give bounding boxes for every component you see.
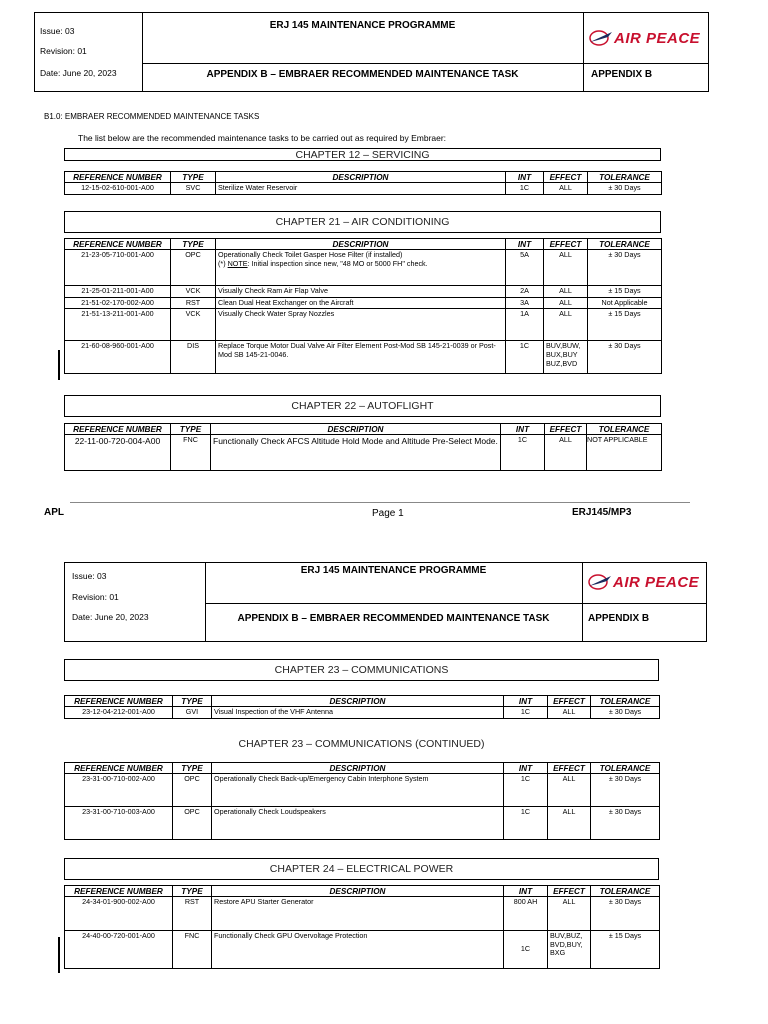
table-row — [65, 286, 662, 298]
chapter-22-table — [64, 423, 662, 471]
revision-bar — [58, 350, 60, 380]
desc-note: (*) NOTE: Initial inspection since new, "48 MO or 5000 FH" check. — [218, 258, 428, 268]
cell-type: FNC — [171, 435, 211, 471]
chapter-23-continued-title: CHAPTER 23 – COMMUNICATIONS (CONTINUED) — [238, 738, 485, 750]
cell-effect: ALL — [544, 183, 588, 195]
cell-desc: Visual Inspection of the VHF Antenna — [212, 707, 504, 719]
cell-int: 2A — [506, 286, 544, 298]
col-desc: DESCRIPTION — [212, 763, 504, 774]
cell-tol: ± 30 Days — [591, 807, 660, 840]
cell-int: 800 AH — [504, 897, 548, 931]
cell-tol: ± 30 Days — [588, 183, 662, 195]
chapter-24-title: CHAPTER 24 – ELECTRICAL POWER — [64, 858, 659, 880]
air-peace-logo — [587, 567, 707, 597]
cell-tol: ± 30 Days — [591, 897, 660, 931]
date-label: Date: June 20, 2023 — [40, 68, 117, 78]
col-ref: REFERENCE NUMBER — [65, 172, 171, 183]
cell-ref: 23-31-00-710-002-A00 — [65, 774, 173, 807]
col-effect: EFFECT — [545, 424, 587, 435]
table-row — [65, 807, 660, 840]
col-int: INT — [506, 172, 544, 183]
cell-ref: 24-40-00-720-001-A00 — [65, 931, 173, 969]
cell-effect: ALL — [545, 435, 587, 471]
program-title: ERJ 145 MAINTENANCE PROGRAMME — [269, 20, 456, 31]
air-peace-logo — [588, 23, 708, 53]
page1-header — [34, 12, 709, 92]
col-type: TYPE — [173, 696, 212, 707]
cell-ref: 21-25-01-211-001-A00 — [65, 286, 171, 298]
footer-left: APL — [44, 507, 64, 518]
table-row — [65, 707, 660, 719]
cell-ref: 21-23-05-710-001-A00 — [65, 250, 171, 286]
cell-int: 5A — [506, 250, 544, 286]
logo-text: AIR PEACE — [613, 573, 700, 591]
cell-tol: ± 15 Days — [588, 309, 662, 341]
chapter-12-title: CHAPTER 12 – SERVICING — [64, 148, 661, 161]
cell-type: OPC — [171, 250, 216, 286]
table-row — [65, 250, 662, 286]
appendix-title: APPENDIX B – EMBRAER RECOMMENDED MAINTENANCE TASK — [206, 69, 519, 80]
cell-type: OPC — [173, 807, 212, 840]
col-type: TYPE — [171, 172, 216, 183]
program-title: ERJ 145 MAINTENANCE PROGRAMME — [300, 565, 487, 576]
table-header-row — [65, 424, 662, 435]
appendix-title: APPENDIX B – EMBRAER RECOMMENDED MAINTENANCE TASK — [237, 613, 550, 624]
cell-int: 1C — [504, 807, 548, 840]
col-desc: DESCRIPTION — [212, 886, 504, 897]
cell-effect: ALL — [544, 297, 588, 309]
cell-type: DIS — [171, 341, 216, 374]
cell-tol: Not Applicable — [588, 297, 662, 309]
table-header-row — [65, 696, 660, 707]
cell-ref: 12-15-02-610-001-A00 — [65, 183, 171, 195]
cell-ref: 24-34-01-900-002-A00 — [65, 897, 173, 931]
table-row — [65, 297, 662, 309]
revision-bar — [58, 937, 60, 973]
note-label: NOTE — [227, 258, 248, 268]
col-effect: EFFECT — [544, 172, 588, 183]
cell-desc: Visually Check Water Spray Nozzles — [216, 309, 506, 341]
col-ref: REFERENCE NUMBER — [65, 763, 173, 774]
cell-effect: ALL — [544, 309, 588, 341]
table-row — [65, 897, 660, 931]
col-tol: TOLERANCE — [588, 172, 662, 183]
chapter-21-table — [64, 238, 662, 374]
col-effect: EFFECT — [548, 696, 591, 707]
cell-desc: Functionally Check GPU Overvoltage Protection — [212, 931, 504, 969]
cell-desc: Replace Torque Motor Dual Valve Air Filter Element Post-Mod SB 145-21-0039 or Post-Mod SB 145-21-0046. — [216, 341, 506, 374]
cell-desc: Clean Dual Heat Exchanger on the Aircraft — [216, 297, 506, 309]
cell-tol: ± 15 Days — [588, 286, 662, 298]
cell-type: FNC — [173, 931, 212, 969]
col-desc: DESCRIPTION — [212, 696, 504, 707]
table-row — [65, 341, 662, 374]
cell-int: 1C — [501, 435, 545, 471]
date-label: Date: June 20, 2023 — [72, 612, 149, 622]
col-type: TYPE — [171, 239, 216, 250]
col-type: TYPE — [171, 424, 211, 435]
chapter-21-title: CHAPTER 21 – AIR CONDITIONING — [64, 211, 661, 233]
cell-effect: BUV,BUW, BUX,BUY BUZ,BVD — [544, 341, 588, 374]
col-tol: TOLERANCE — [591, 696, 660, 707]
cell-int: 1C — [506, 183, 544, 195]
cell-desc: Restore APU Starter Generator — [212, 897, 504, 931]
cell-ref: 21-60-08-960-001-A00 — [65, 341, 171, 374]
cell-int: 1C — [504, 931, 548, 969]
col-int: INT — [506, 239, 544, 250]
cell-effect: ALL — [544, 286, 588, 298]
table-header-row — [65, 239, 662, 250]
table-header-row — [65, 763, 660, 774]
col-int: INT — [504, 696, 548, 707]
section-heading: B1.0: EMBRAER RECOMMENDED MAINTENANCE TASKS — [44, 112, 260, 121]
cell-ref: 21-51-13-211-001-A00 — [65, 309, 171, 341]
chapter-12-table — [64, 171, 662, 195]
cell-effect: ALL — [548, 807, 591, 840]
intro-text: The list below are the recommended maintenance tasks to be carried out as required by Embraer: — [78, 133, 447, 143]
col-desc: DESCRIPTION — [216, 172, 506, 183]
cell-desc: Functionally Check AFCS Altitude Hold Mode and Altitude Pre-Select Mode. — [211, 435, 501, 471]
airplane-icon — [588, 28, 614, 48]
chapter-22-title: CHAPTER 22 – AUTOFLIGHT — [64, 395, 661, 417]
col-type: TYPE — [173, 886, 212, 897]
cell-ref: 23-31-00-710-003-A00 — [65, 807, 173, 840]
cell-tol: ± 30 Days — [591, 707, 660, 719]
col-effect: EFFECT — [544, 239, 588, 250]
cell-ref: 22-11-00-720-004-A00 — [65, 435, 171, 471]
cell-tol: ± 30 Days — [591, 774, 660, 807]
cell-type: RST — [173, 897, 212, 931]
cell-type: VCK — [171, 309, 216, 341]
desc-line: Operationally Check Toilet Gasper Hose Filter (if installed) — [218, 250, 403, 259]
table-row — [65, 931, 660, 969]
cell-tol: ± 30 Days — [588, 341, 662, 374]
appendix-label: APPENDIX B — [588, 613, 650, 624]
issue-label: Issue: 03 — [72, 571, 107, 581]
col-tol: TOLERANCE — [591, 763, 660, 774]
cell-ref: 21-51-02-170-002-A00 — [65, 297, 171, 309]
col-tol: TOLERANCE — [588, 239, 662, 250]
col-tol: TOLERANCE — [591, 886, 660, 897]
cell-int: 1C — [506, 341, 544, 374]
cell-int: 1C — [504, 707, 548, 719]
col-int: INT — [504, 763, 548, 774]
col-tol: TOLERANCE — [587, 424, 662, 435]
page2-header — [64, 562, 707, 642]
table-row — [65, 183, 662, 195]
logo-text: AIR PEACE — [614, 29, 701, 47]
issue-label: Issue: 03 — [40, 26, 75, 36]
cell-effect: ALL — [544, 250, 588, 286]
cell-desc: Visually Check Ram Air Flap Valve — [216, 286, 506, 298]
col-desc: DESCRIPTION — [211, 424, 501, 435]
cell-type: SVC — [171, 183, 216, 195]
chapter-23-continued-table — [64, 762, 660, 840]
cell-effect: ALL — [548, 707, 591, 719]
footer-rule — [70, 502, 690, 503]
table-row — [65, 309, 662, 341]
cell-desc: Operationally Check Back-up/Emergency Cabin Interphone System — [212, 774, 504, 807]
table-header-row — [65, 886, 660, 897]
cell-desc: Sterilize Water Reservoir — [216, 183, 506, 195]
cell-desc: Operationally Check Loudspeakers — [212, 807, 504, 840]
revision-label: Revision: 01 — [40, 46, 87, 56]
cell-ref: 23-12-04-212-001-A00 — [65, 707, 173, 719]
footer-page: Page 1 — [372, 508, 404, 519]
cell-type: RST — [171, 297, 216, 309]
col-ref: REFERENCE NUMBER — [65, 424, 171, 435]
revision-label: Revision: 01 — [72, 592, 119, 602]
cell-type: VCK — [171, 286, 216, 298]
col-ref: REFERENCE NUMBER — [65, 239, 171, 250]
chapter-24-table — [64, 885, 660, 969]
cell-tol: ± 15 Days — [591, 931, 660, 969]
cell-desc — [216, 250, 506, 286]
col-desc: DESCRIPTION — [216, 239, 506, 250]
footer-right: ERJ145/MP3 — [572, 507, 632, 518]
col-int: INT — [501, 424, 545, 435]
table-row — [65, 435, 662, 471]
col-type: TYPE — [173, 763, 212, 774]
col-effect: EFFECT — [548, 886, 591, 897]
chapter-23-title: CHAPTER 23 – COMMUNICATIONS — [64, 659, 659, 681]
cell-type: OPC — [173, 774, 212, 807]
cell-int: 1A — [506, 309, 544, 341]
airplane-icon — [587, 572, 613, 592]
table-header-row — [65, 172, 662, 183]
chapter-23-table — [64, 695, 660, 719]
cell-int: 3A — [506, 297, 544, 309]
col-effect: EFFECT — [548, 763, 591, 774]
cell-effect: BUV,BUZ, BVD,BUY, BXG — [548, 931, 591, 969]
col-ref: REFERENCE NUMBER — [65, 696, 173, 707]
col-ref: REFERENCE NUMBER — [65, 886, 173, 897]
cell-tol: ± 30 Days — [588, 250, 662, 286]
cell-tol: NOT APPLICABLE — [587, 435, 662, 471]
cell-effect: ALL — [548, 774, 591, 807]
appendix-label: APPENDIX B — [591, 69, 653, 80]
cell-type: GVI — [173, 707, 212, 719]
cell-int: 1C — [504, 774, 548, 807]
col-int: INT — [504, 886, 548, 897]
cell-effect: ALL — [548, 897, 591, 931]
table-row — [65, 774, 660, 807]
